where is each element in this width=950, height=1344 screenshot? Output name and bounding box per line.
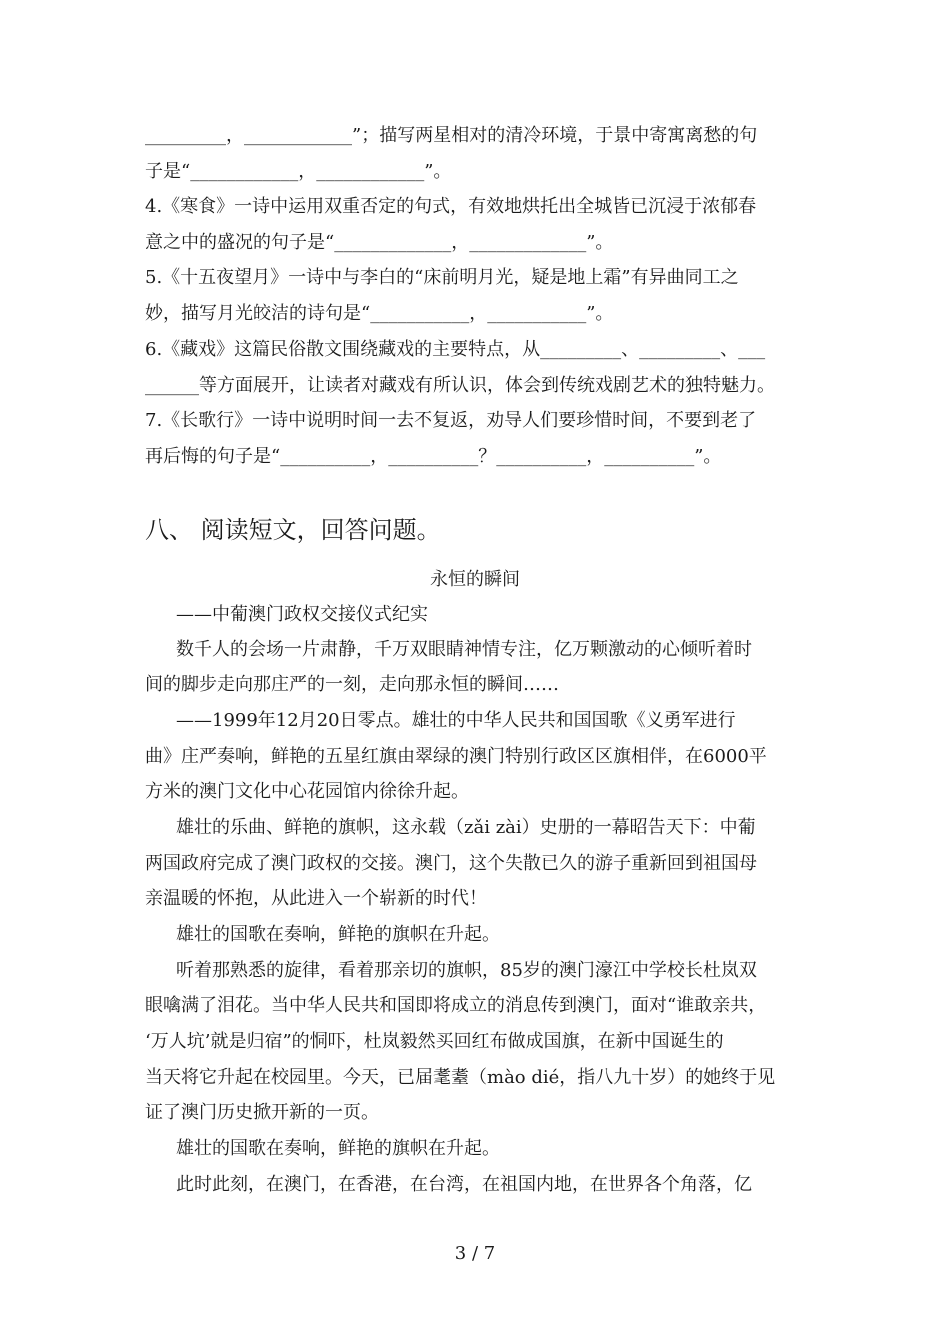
section-heading: 八、 阅读短文，回答问题。 — [145, 516, 441, 544]
paragraph-2-line-3: 方米的澳门文化中心花园馆内徐徐升起。 — [145, 781, 469, 802]
paragraph-5-line-2: 眼噙满了泪花。当中华人民共和国即将成立的消息传到澳门，面对“谁敢亲共， — [145, 995, 767, 1016]
paragraph-5-line-3: ‘万人坑’就是归宿”的恫吓，杜岚毅然买回红布做成国旗，在新中国诞生的 — [145, 1031, 724, 1052]
question-6-line-1: 6.《藏戏》这篇民俗散文围绕藏戏的主要特点，从_________、_________、___ — [145, 339, 766, 360]
article-title: 永恒的瞬间 — [430, 569, 520, 590]
paragraph-1-line-1: 数千人的会场一片肃静，千万双眼睛神情专注，亿万颗激动的心倾听着时 — [176, 639, 752, 660]
paragraph-2-line-2: 曲》庄严奏响，鲜艳的五星红旗由翠绿的澳门特别行政区区旗相伴，在6000平 — [145, 746, 767, 767]
paragraph-5-line-4: 当天将它升起在校园里。今天，已届耄耋（mào dié，指八九十岁）的她终于见 — [145, 1067, 776, 1088]
question-7-line-1: 7.《长歌行》一诗中说明时间一去不复返，劝导人们要珍惜时间，不要到老了 — [145, 410, 757, 431]
question-6-line-2: ______等方面展开，让读者对藏戏有所认识，体会到传统戏剧艺术的独特魅力。 — [145, 375, 775, 396]
paragraph-6: 雄壮的国歌在奏响，鲜艳的旗帜在升起。 — [176, 1138, 500, 1159]
paragraph-1-line-2: 间的脚步走向那庄严的一刻，走向那永恒的瞬间…… — [145, 674, 559, 695]
q3-continued-line-2: 子是“____________，____________”。 — [145, 161, 452, 182]
question-7-line-2: 再后悔的句子是“__________，__________？__________，__________”。 — [145, 446, 722, 467]
question-5-line-2: 妙，描写月光皎洁的诗句是“___________，___________”。 — [145, 303, 614, 324]
question-4-line-1: 4.《寒食》一诗中运用双重否定的句式，有效地烘托出全城皆已沉浸于浓郁春 — [145, 196, 757, 217]
paragraph-3-line-1: 雄壮的乐曲、鲜艳的旗帜，这永载（zǎi zài）史册的一幕昭告天下：中葡 — [176, 817, 756, 838]
paragraph-2-line-1: ——1999年12月20日零点。雄壮的中华人民共和国国歌《义勇军进行 — [176, 710, 736, 731]
q3-continued-line-1: _________，____________”；描写两星相对的清冷环境，于景中寄寓离愁的句 — [145, 125, 758, 146]
paragraph-3-line-3: 亲温暖的怀抱，从此进入一个崭新的时代！ — [145, 888, 487, 909]
page-number: 3 / 7 — [454, 1243, 496, 1264]
paragraph-5-line-5: 证了澳门历史掀开新的一页。 — [145, 1102, 379, 1123]
paragraph-4: 雄壮的国歌在奏响，鲜艳的旗帜在升起。 — [176, 924, 500, 945]
question-4-line-2: 意之中的盛况的句子是“_____________，_____________”。 — [145, 232, 614, 253]
article-subtitle: ——中葡澳门政权交接仪式纪实 — [176, 604, 428, 625]
paragraph-7-line-1: 此时此刻，在澳门，在香港，在台湾，在祖国内地，在世界各个角落，亿 — [176, 1174, 752, 1195]
paragraph-5-line-1: 听着那熟悉的旋律，看着那亲切的旗帜，85岁的澳门濠江中学校长杜岚双 — [176, 960, 757, 981]
question-5-line-1: 5.《十五夜望月》一诗中与李白的“床前明月光，疑是地上霜”有异曲同工之 — [145, 267, 739, 288]
paragraph-3-line-2: 两国政府完成了澳门政权的交接。澳门，这个失散已久的游子重新回到祖国母 — [145, 853, 757, 874]
